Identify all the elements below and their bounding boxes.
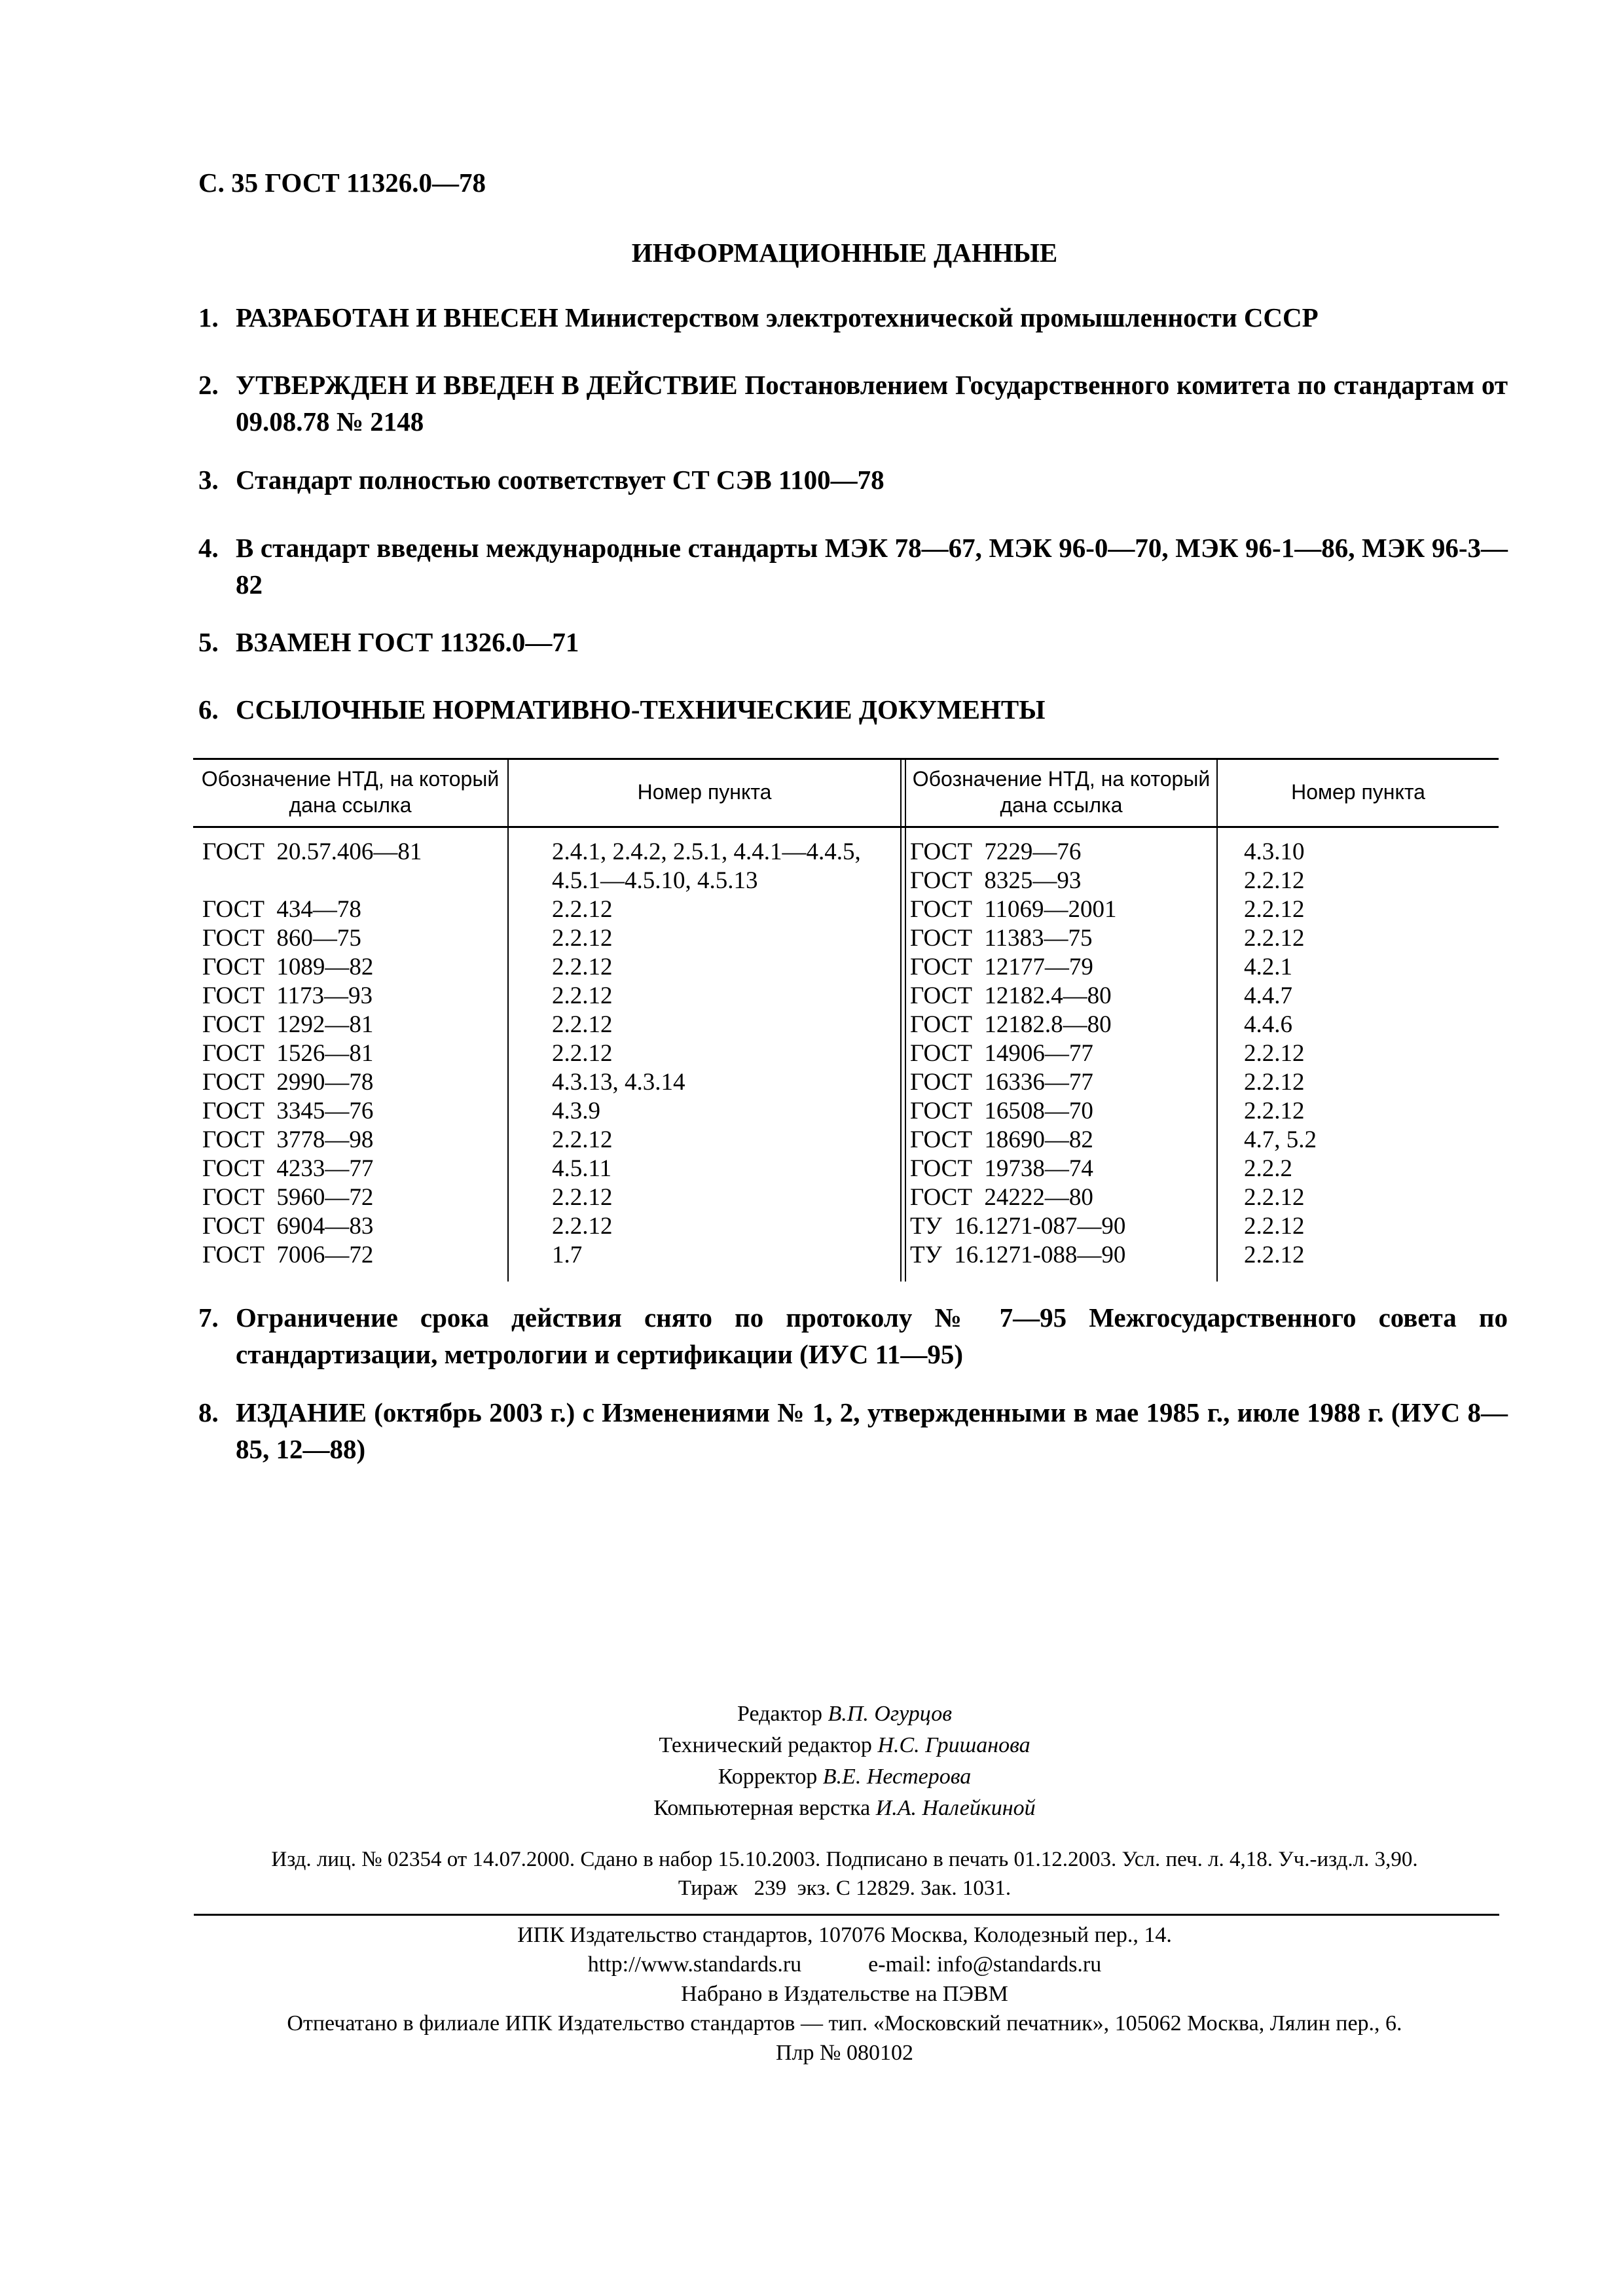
credit-name: В.Е. Нестерова [822, 1765, 972, 1789]
item-text: Стандарт полностью соответствует СТ СЭВ 1100—78 [236, 465, 884, 495]
imprint-line: Тираж 239 экз. С 12829. Зак. 1031. [678, 1876, 1012, 1900]
column-header: Обозначение НТД, на который дана ссылка [912, 767, 1211, 817]
item-text: Ограничение срока действия снято по протоколу № 7—95 Межгосударственного совета по стандартизации, метрологии и сертификации (ИУС 11—95) [236, 1302, 1508, 1369]
credit-line [0, 1730, 1623, 1761]
info-item-4 [198, 529, 1508, 603]
column-header: Обозначение НТД, на который дана ссылка [201, 767, 500, 817]
column-header: Номер пункта [1291, 780, 1425, 804]
table-column-points-right: 4.3.10 2.2.12 2.2.12 2.2.12 4.2.1 4.4.7 4.4.6 2.2.12 2.2.12 2.2.12 4.7, 5.2 2.2.2 2.2.12 2.2.12 2.2.12 [1244, 838, 1317, 1268]
item-text: РАЗРАБОТАН И ВНЕСЕН Министерством электротехнической промышленности СССР [236, 302, 1319, 332]
table-column-points-left: 2.4.1, 2.4.2, 2.5.1, 4.4.1—4.4.5, 4.5.1—4.5.10, 4.5.13 2.2.12 2.2.12 2.2.12 2.2.12 2.2.12 2.2.12 4.3.13, 4.3.14 4.3.9 2.2.12 4.5.11 2.2.12 2.2.12 1.7 [552, 838, 861, 1268]
credit-role: Редактор [737, 1702, 822, 1726]
page-header: С. 35 ГОСТ 11326.0—78 [198, 168, 486, 198]
table-divider [905, 758, 906, 1282]
references-table [193, 758, 1499, 1282]
table-header-rule [193, 826, 1499, 828]
item-number: 6. [198, 694, 219, 725]
info-item-2 [198, 367, 1508, 440]
table-column-documents-left: ГОСТ 20.57.406—81 ГОСТ 434—78 ГОСТ 860—75 ГОСТ 1089—82 ГОСТ 1173—93 ГОСТ 1292—81 ГОСТ 1526—81 ГОСТ 2990—78 ГОСТ 3345—76 ГОСТ 3778—98 ГОСТ 4233—77 ГОСТ 5960—72 ГОСТ 6904—83 ГОСТ 7006—72 [202, 838, 422, 1268]
column-header: Номер пункта [637, 780, 772, 804]
item-text: ССЫЛОЧНЫЕ НОРМАТИВНО-ТЕХНИЧЕСКИЕ ДОКУМЕНТЫ [236, 694, 1046, 725]
credit-name: Н.С. Гришанова [877, 1733, 1030, 1757]
credit-line [0, 1793, 1623, 1824]
item-number: 8. [198, 1397, 219, 1427]
footer-divider [194, 1914, 1499, 1916]
publisher-line: http://www.standards.ru e-mail: info@standards.ru [587, 1952, 1102, 1977]
info-item-5 [198, 624, 1508, 660]
item-number: 3. [198, 465, 219, 495]
credit-line [0, 1698, 1623, 1730]
imprint-line: Изд. лиц. № 02354 от 14.07.2000. Сдано в набор 15.10.2003. Подписано в печать 01.12.2003. Усл. печ. л. 4,18. Уч.-изд.л. 3,90. [271, 1848, 1418, 1871]
credit-name: И.А. Налейкиной [875, 1796, 1036, 1820]
publisher-block [0, 1920, 1623, 2068]
publisher-line: Плр № 080102 [776, 2041, 913, 2065]
credit-role: Компьютерная верстка [653, 1796, 871, 1820]
info-item-6 [198, 691, 1508, 728]
item-number: 7. [198, 1302, 219, 1333]
item-number: 2. [198, 370, 219, 400]
credit-line [0, 1761, 1623, 1793]
item-number: 5. [198, 627, 219, 657]
item-text: ИЗДАНИЕ (октябрь 2003 г.) с Изменениями № 1, 2, утвержденными в мае 1985 г., июле 1988 г. (ИУС 8—85, 12—88) [236, 1397, 1508, 1464]
table-column-documents-right: ГОСТ 7229—76 ГОСТ 8325—93 ГОСТ 11069—2001 ГОСТ 11383—75 ГОСТ 12177—79 ГОСТ 12182.4—80 ГОСТ 12182.8—80 ГОСТ 14906—77 ГОСТ 16336—77 ГОСТ 16508—70 ГОСТ 18690—82 ГОСТ 19738—74 ГОСТ 24222—80 ТУ 16.1271-087—90 ТУ 16.1271-088—90 [910, 838, 1126, 1268]
publisher-line: ИПК Издательство стандартов, 107076 Москва, Колодезный пер., 14. [517, 1923, 1172, 1947]
item-number: 4. [198, 533, 219, 563]
item-text: УТВЕРЖДЕН И ВВЕДЕН В ДЕЙСТВИЕ Постановлением Государственного комитета по стандартам от 09.08.78 № 2148 [236, 370, 1508, 437]
imprint-block [0, 1845, 1623, 1903]
table-top-rule [193, 758, 1499, 760]
info-item-1 [198, 299, 1508, 336]
info-item-3 [198, 461, 1508, 498]
item-number: 1. [198, 302, 219, 332]
credits-block [0, 1698, 1623, 1824]
publisher-line: Набрано в Издательстве на ПЭВМ [681, 1982, 1008, 2006]
document-title: ИНФОРМАЦИОННЫЕ ДАННЫЕ [631, 238, 1058, 268]
credit-role: Технический редактор [659, 1733, 872, 1757]
table-divider [900, 758, 902, 1282]
item-text: ВЗАМЕН ГОСТ 11326.0—71 [236, 627, 579, 657]
table-divider [507, 827, 509, 1282]
table-divider [1216, 758, 1218, 1282]
publisher-line: Отпечатано в филиале ИПК Издательство стандартов — тип. «Московский печатник», 105062 Москва, Лялин пер., 6. [287, 2011, 1402, 2036]
credit-name: В.П. Огурцов [828, 1702, 952, 1726]
credit-role: Корректор [718, 1765, 818, 1789]
info-item-8 [198, 1394, 1508, 1467]
info-item-7 [198, 1299, 1508, 1372]
item-text: В стандарт введены международные стандарты МЭК 78—67, МЭК 96-0—70, МЭК 96-1—86, МЭК 96-3—82 [236, 533, 1508, 600]
